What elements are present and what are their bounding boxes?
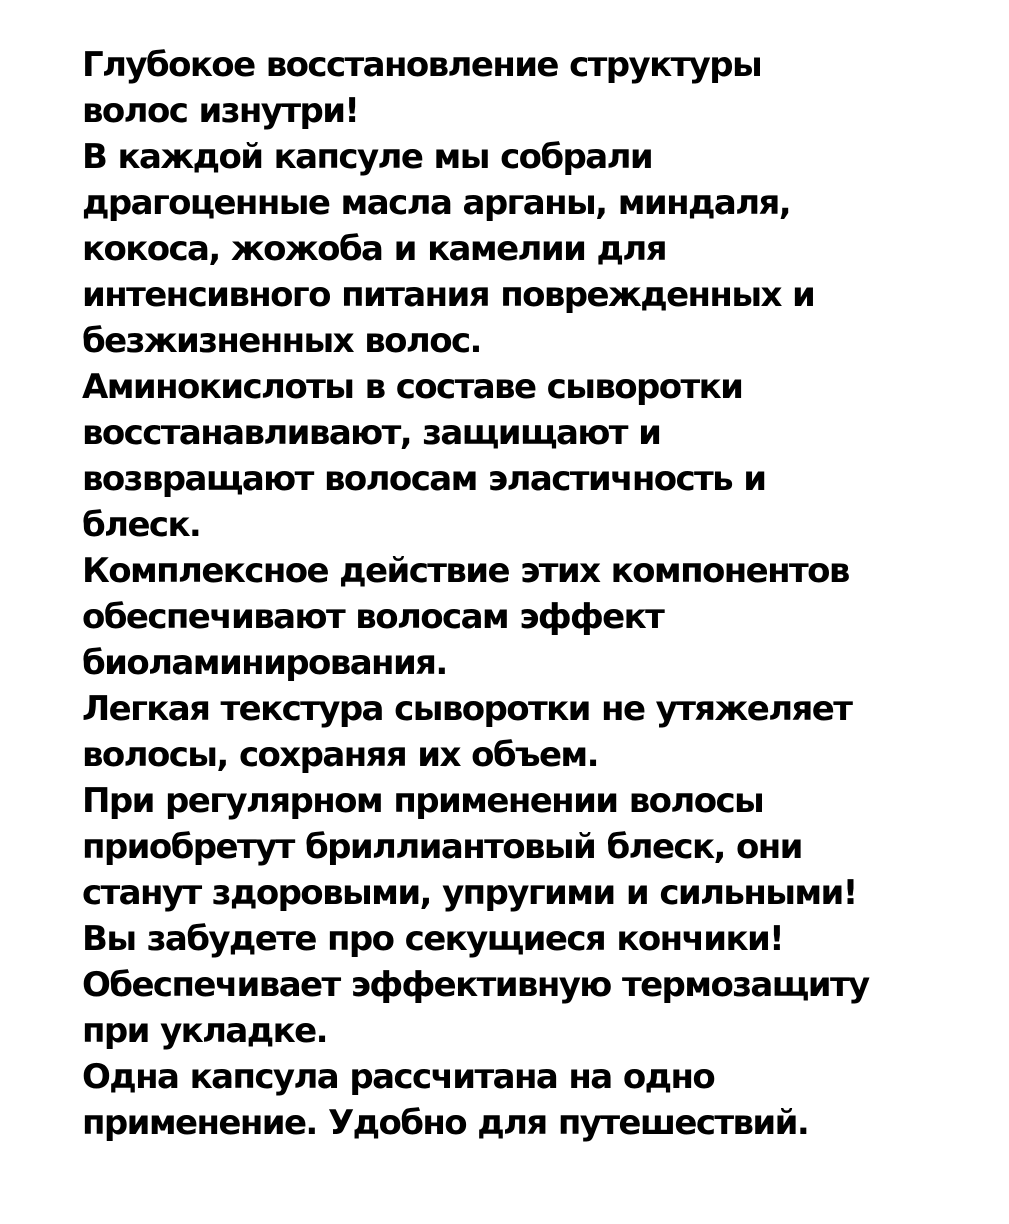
description-line: обеспечивают волосам эффект xyxy=(82,597,664,637)
description-line: приобретут бриллиантовый блеск, они xyxy=(82,827,802,867)
description-line: станут здоровыми, упругими и сильными! xyxy=(82,873,857,913)
description-line: Обеспечивает эффективную термозащиту xyxy=(82,965,869,1005)
description-line: интенсивного питания поврежденных и xyxy=(82,275,815,315)
description-line: волос изнутри! xyxy=(82,91,359,131)
description-line: волосы, сохраняя их объем. xyxy=(82,735,598,775)
description-line: блеск. xyxy=(82,505,201,545)
description-line: При регулярном применении волосы xyxy=(82,781,764,821)
product-description xyxy=(82,42,982,1146)
description-line: Одна капсула рассчитана на одно xyxy=(82,1057,715,1097)
description-line: Вы забудете про секущиеся кончики! xyxy=(82,919,784,959)
description-line: Легкая текстура сыворотки не утяжеляет xyxy=(82,689,852,729)
description-line: Аминокислоты в составе сыворотки xyxy=(82,367,743,407)
description-line: при укладке. xyxy=(82,1011,327,1051)
description-line: биоламинирования. xyxy=(82,643,447,683)
description-line: Комплексное действие этих компонентов xyxy=(82,551,849,591)
description-line: восстанавливают, защищают и xyxy=(82,413,661,453)
description-line: Глубокое восстановление структуры xyxy=(82,45,762,85)
description-line: драгоценные масла арганы, миндаля, xyxy=(82,183,791,223)
description-line: применение. Удобно для путешествий. xyxy=(82,1103,809,1143)
description-line: возвращают волосам эластичность и xyxy=(82,459,766,499)
description-line: безжизненных волос. xyxy=(82,321,481,361)
description-line: кокоса, жожоба и камелии для xyxy=(82,229,666,269)
description-line: В каждой капсуле мы собрали xyxy=(82,137,653,177)
